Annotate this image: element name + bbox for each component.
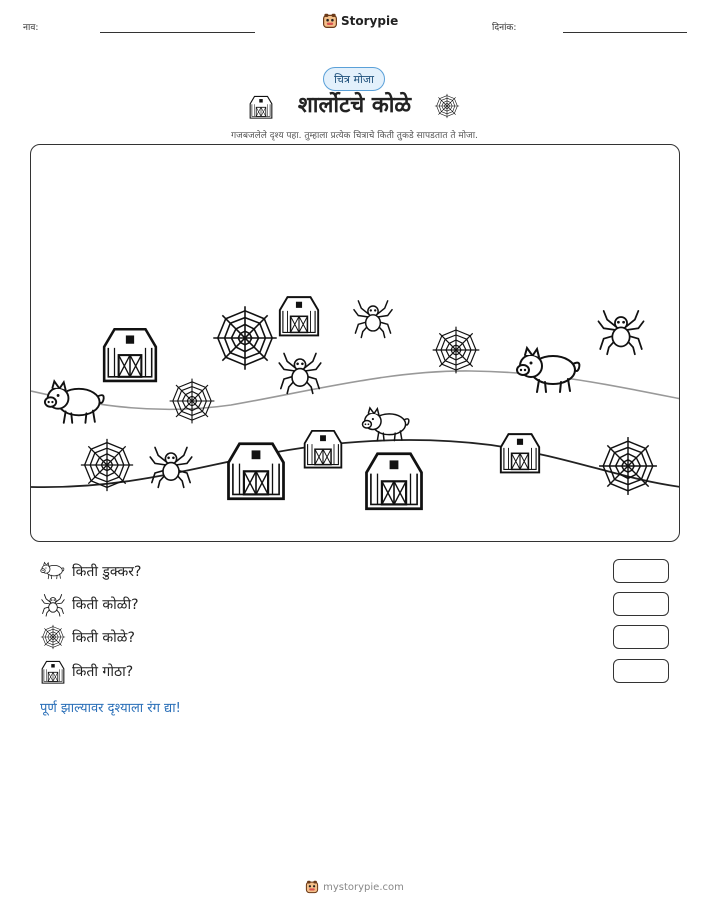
name-label: नाव: <box>23 23 39 33</box>
barn-icon <box>40 658 66 684</box>
web-icon <box>40 624 66 650</box>
barn <box>305 431 342 468</box>
pig <box>45 381 104 422</box>
question-text: किती डुक्कर? <box>72 563 142 580</box>
question-text: किती गोठा? <box>72 663 134 680</box>
question-webs <box>40 624 135 650</box>
brand-logo <box>322 13 398 29</box>
pig-icon <box>40 558 66 584</box>
category-badge: चित्र मोजा <box>323 67 385 91</box>
spider-icon <box>40 591 66 617</box>
barn <box>229 444 284 499</box>
date-line[interactable] <box>563 32 687 33</box>
answer-box-webs[interactable] <box>613 625 669 649</box>
barn <box>367 454 422 509</box>
spider-web <box>599 437 657 495</box>
spider <box>354 301 392 338</box>
spider <box>150 447 192 487</box>
pig <box>517 348 579 392</box>
storypie-logo-icon <box>305 880 319 894</box>
pig <box>362 408 408 441</box>
barn <box>280 297 318 335</box>
coloring-note: पूर्ण झाल्यावर दृश्याला रंग द्या! <box>40 701 181 716</box>
answer-box-spiders[interactable] <box>613 592 669 616</box>
question-spiders <box>40 591 139 617</box>
answer-box-pigs[interactable] <box>613 559 669 583</box>
barn <box>104 329 156 381</box>
brand-name: Storypie <box>341 14 399 28</box>
answer-box-barns[interactable] <box>613 659 669 683</box>
spider <box>598 311 643 354</box>
question-text: किती कोळी? <box>72 596 139 613</box>
counting-scene <box>30 144 680 542</box>
instructions: गजबजलेले दृश्य पहा. तुम्हाला प्रत्येक चित्राचे किती तुकडे सापडतात ते मोजा. <box>231 131 478 141</box>
page-title: शार्लोटचे कोळे <box>297 93 412 118</box>
web-icon <box>434 93 460 119</box>
spider-web <box>81 439 133 491</box>
barn <box>501 434 539 472</box>
spider <box>279 353 321 393</box>
question-pigs <box>40 558 141 584</box>
spider-web <box>213 306 276 369</box>
date-label: दिनांक: <box>492 23 517 33</box>
question-barns <box>40 658 133 684</box>
scene-drawing <box>31 145 680 542</box>
spider-web <box>433 327 480 374</box>
site-footer <box>0 880 709 894</box>
spider-web <box>170 379 215 424</box>
storypie-logo-icon <box>322 13 338 29</box>
name-line[interactable] <box>100 32 255 33</box>
site-url: mystorypie.com <box>323 881 404 893</box>
question-text: किती कोळे? <box>72 629 135 646</box>
